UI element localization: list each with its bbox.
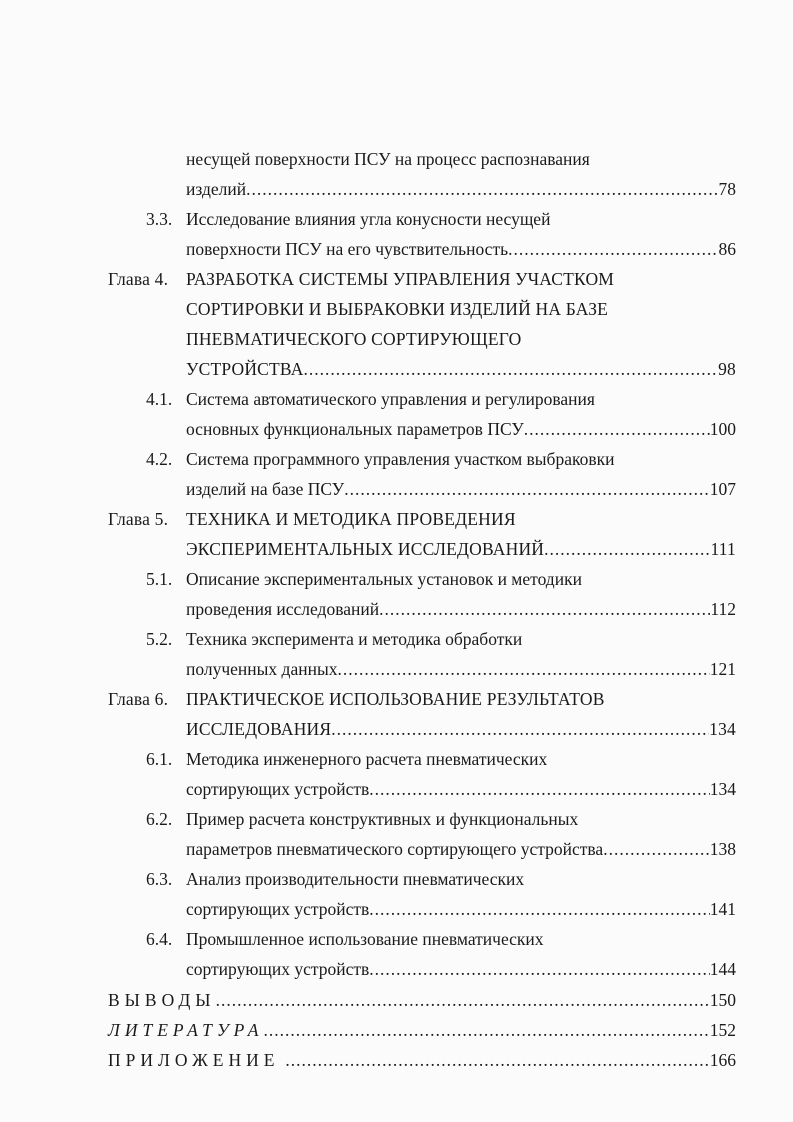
page-number: 111 — [710, 539, 736, 559]
section-number: 5.2. — [146, 629, 173, 649]
toc-line — [146, 625, 522, 653]
page-number: 134 — [709, 719, 736, 739]
page-number: 134 — [709, 779, 736, 799]
toc-entry — [186, 715, 736, 743]
page-number: 100 — [709, 419, 736, 439]
page-number: 166 — [709, 1050, 736, 1070]
page-number: 141 — [709, 899, 736, 919]
section-title: ЛИТЕРАТУРА — [108, 1020, 264, 1040]
toc-text: сортирующих устройств — [186, 959, 370, 979]
toc-line — [146, 205, 550, 233]
toc-line — [146, 565, 582, 593]
toc-text: проведения исследований — [186, 599, 380, 619]
toc-entry — [108, 1046, 736, 1074]
chapter-title: ИССЛЕДОВАНИЯ — [186, 719, 332, 739]
leader-dots — [379, 595, 710, 623]
section-number: 4.1. — [146, 389, 173, 409]
toc-text: Анализ производительности пневматических — [186, 869, 525, 889]
toc-line — [146, 805, 578, 833]
toc-line — [108, 685, 605, 713]
leader-dots — [337, 655, 709, 683]
leader-dots — [369, 775, 709, 803]
chapter-number: Глава 4. — [108, 269, 169, 289]
toc-text: Система автоматического управления и регулирования — [186, 389, 595, 409]
toc-entry — [186, 175, 736, 203]
toc-line — [146, 925, 544, 953]
toc-line — [186, 295, 608, 323]
toc-entry — [108, 986, 736, 1014]
chapter-title: ТЕХНИКА И МЕТОДИКА ПРОВЕДЕНИЯ — [186, 509, 516, 529]
section-number: 4.2. — [146, 449, 173, 469]
leader-dots — [344, 475, 710, 503]
page-number: 150 — [709, 990, 736, 1010]
leader-dots — [263, 1016, 709, 1044]
toc-entry — [108, 1016, 736, 1044]
toc-line — [146, 865, 524, 893]
leader-dots — [544, 535, 710, 563]
toc-text: несущей поверхности ПСУ на процесс распознавания — [186, 149, 590, 169]
chapter-title: ПНЕВМАТИЧЕСКОГО СОРТИРУЮЩЕГО — [186, 329, 522, 349]
toc-text: параметров пневматического сортирующего устройства — [186, 839, 604, 859]
toc-entry — [186, 355, 736, 383]
leader-dots — [369, 955, 709, 983]
page-number: 112 — [710, 599, 736, 619]
leader-dots — [508, 235, 718, 263]
leader-dots — [524, 415, 710, 443]
page-number: 78 — [718, 179, 736, 199]
toc-text: сортирующих устройств — [186, 779, 370, 799]
section-number: 6.2. — [146, 809, 173, 829]
toc-text: Система программного управления участком выбраковки — [186, 449, 615, 469]
page-number: 98 — [718, 359, 736, 379]
toc-entry — [186, 835, 736, 863]
toc-entry — [186, 235, 736, 263]
leader-dots — [246, 175, 718, 203]
leader-dots — [304, 355, 719, 383]
toc-entry — [186, 595, 736, 623]
toc-line — [108, 505, 516, 533]
section-title: ПРИЛОЖЕНИЕ — [108, 1050, 280, 1070]
section-title: ВЫВОДЫ — [108, 990, 216, 1010]
toc-text: поверхности ПСУ на его чувствительность — [186, 239, 509, 259]
toc-entry — [186, 895, 736, 923]
section-number: 6.3. — [146, 869, 173, 889]
toc-line — [146, 385, 595, 413]
toc-text: основных функциональных параметров ПСУ — [186, 419, 524, 439]
section-number: 6.4. — [146, 929, 173, 949]
toc-entry — [186, 475, 736, 503]
page-number: 138 — [709, 839, 736, 859]
toc-line — [146, 745, 547, 773]
toc-line — [186, 145, 590, 173]
toc-text: Исследование влияния угла конусности несущей — [186, 209, 551, 229]
leader-dots — [331, 715, 709, 743]
page-number: 152 — [709, 1020, 736, 1040]
toc-entry — [186, 655, 736, 683]
toc-line — [108, 265, 614, 293]
toc-entry — [186, 535, 736, 563]
leader-dots — [603, 835, 710, 863]
toc-text: Техника эксперимента и методика обработки — [186, 629, 523, 649]
chapter-title: СОРТИРОВКИ И ВЫБРАКОВКИ ИЗДЕЛИЙ НА БАЗЕ — [186, 299, 609, 319]
toc-line — [186, 325, 521, 353]
leader-dots — [369, 895, 709, 923]
toc-text: сортирующих устройств — [186, 899, 370, 919]
toc-text: Описание экспериментальных установок и методики — [186, 569, 582, 589]
section-number: 3.3. — [146, 209, 173, 229]
toc-text: изделий — [186, 179, 247, 199]
page-number: 144 — [709, 959, 736, 979]
toc-entry — [186, 775, 736, 803]
section-number: 5.1. — [146, 569, 173, 589]
toc-line — [146, 445, 614, 473]
chapter-number: Глава 5. — [108, 509, 169, 529]
page-number: 107 — [709, 479, 736, 499]
page-number: 121 — [709, 659, 736, 679]
toc-text: полученных данных — [186, 659, 338, 679]
leader-dots — [216, 986, 710, 1014]
toc-text: Методика инженерного расчета пневматических — [186, 749, 548, 769]
chapter-title: РАЗРАБОТКА СИСТЕМЫ УПРАВЛЕНИЯ УЧАСТКОМ — [186, 269, 615, 289]
page-number: 86 — [718, 239, 736, 259]
section-number: 6.1. — [146, 749, 173, 769]
chapter-title: ЭКСПЕРИМЕНТАЛЬНЫХ ИССЛЕДОВАНИЙ — [186, 539, 545, 559]
toc-entry — [186, 955, 736, 983]
toc-entry — [186, 415, 736, 443]
chapter-title: ПРАКТИЧЕСКОЕ ИСПОЛЬЗОВАНИЕ РЕЗУЛЬТАТОВ — [186, 689, 605, 709]
toc-text: Пример расчета конструктивных и функциональных — [186, 809, 579, 829]
chapter-title: УСТРОЙСТВА — [186, 359, 304, 379]
chapter-number: Глава 6. — [108, 689, 169, 709]
toc-text: Промышленное использование пневматических — [186, 929, 544, 949]
leader-dots — [285, 1046, 709, 1074]
toc-text: изделий на базе ПСУ — [186, 479, 345, 499]
